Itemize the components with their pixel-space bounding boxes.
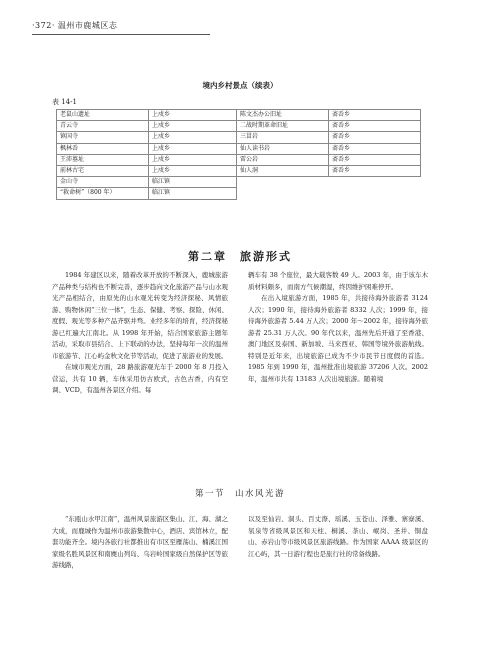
table-cell: 王沛墓址 (57, 154, 149, 165)
table-number: 表 14-1 (52, 98, 77, 106)
table-cell: 临江镇 (149, 188, 237, 199)
table-cell: 枫林岙 (57, 143, 149, 154)
table-cell: 上戍乡 (149, 110, 237, 121)
table-row (57, 121, 421, 132)
chapter-title: 第二章 旅游形式 (188, 250, 292, 263)
table-cell: 前林古宅 (57, 165, 149, 176)
table-cell: 金山寺 (57, 177, 149, 188)
table-cell: 青云寺 (57, 121, 149, 132)
paragraph: 在出入境旅游方面，1985 年，共接待海外旅游者 3124 人次；1990 年，接待海外旅游者 8332 人次；1999 年，接待海外旅游者 5.44 万人次；2000 年～2002 年，接待海外旅游者 25.31 万人次。90 年代以来，温州先后开通了至香港、澳门地区及泰国、新加坡、马来西亚、韩国等境外旅游航线。特别是近年来，出境旅游已成为不少市民节日度假的首选。1985 年到 1990 年，温州批准出境旅游 37206 人次。2002 年，温州市共有 13183 人次出境旅游。随着境 (248, 294, 428, 383)
table-cell: 斋岙乡 (329, 132, 421, 143)
table-cell: 上戍乡 (149, 154, 237, 165)
table-cell: 陈文杰办公旧址 (237, 110, 329, 121)
table-row (57, 177, 421, 188)
table-cell (329, 177, 421, 188)
paragraph: 在城市观光方面，28 路旅游观光车于 2000 年 8 月投入营运，共有 10 辆，车体采用仿古欧式，古色古香，内有空调、VCD，有温州各景区介绍。每 (52, 363, 228, 394)
section-column-left (52, 514, 228, 572)
table-row (57, 132, 421, 143)
table-row (57, 154, 421, 165)
table-cell: 雷公岩 (237, 154, 329, 165)
table-cell: 斋岙乡 (329, 121, 421, 132)
table-cell (237, 188, 329, 199)
section-column-right (248, 514, 428, 560)
table-cell: “救命树”（800 年） (57, 188, 149, 199)
paragraph: “东瓯山水甲江南”，温州风景旅游区集山、江、海、湖之大成，而鹿城作为温州市旅游集散中心，酒店、宾馆林立，配套功能齐全。境内各旅行社都推出有市区至雁荡山、楠溪江国家级名胜风景区和南麂山列岛、乌岩岭国家级自然保护区等旅游线路， (52, 515, 228, 569)
header-rule (32, 34, 210, 35)
table-cell (329, 188, 421, 199)
paragraph: 以及至仙岩、洞头、百丈漈、瑶溪、玉苍山、泽雅、寨寮溪、氡泉等省级风景区和天柱、桐溪、茶山、岷岗、圣井、铜盘山、赤岩山等市级风景区旅游线路。作为国家 AAAA 级景区的江心屿，其一日游行程也是旅行社的常备线路。 (248, 515, 428, 558)
table-cell: 上戍乡 (149, 165, 237, 176)
body-column-right (248, 270, 428, 385)
table-row (57, 143, 421, 154)
table-cell: 老鼠山遗址 (57, 110, 149, 121)
scenic-spots-table (56, 109, 421, 200)
body-column-left (52, 270, 228, 397)
table-cell: 临江镇 (149, 177, 237, 188)
table-cell: 上戍乡 (149, 121, 237, 132)
paragraph: 1984 年建区以来，随着改革开放的不断深入，鹿城旅游产品种类与结构也不断完善，逐步趋向文化旅游产品与山水观光产品相结合，由原先的山水观光转变为经济探秘、风情旅游、购物休闲“三位一体”，生态、保健、考察、探险、休闲、度假、观光等多种产品齐驱并骛。业经多年的培育，经济探秘游已红遍大江南北。从 1998 年开始，结合国家旅游主题年活动，采取市县结合、上下联动的办法，坚持每年一次的温州市旅游节、江心屿金秋文化节等活动，促进了旅游业的发展。 (52, 271, 228, 360)
table-cell: 斋岙乡 (329, 154, 421, 165)
table-cell: 上戍乡 (149, 132, 237, 143)
table-cell: 仙人读书岩 (237, 143, 329, 154)
table-title: 境内乡村景点（续表） (202, 81, 278, 90)
section-title: 第一节 山水风光游 (194, 489, 285, 499)
table-cell: 斋岙乡 (329, 110, 421, 121)
table-row (57, 110, 421, 121)
table-row (57, 188, 421, 199)
table-row (57, 165, 421, 176)
table-cell: 斋岙乡 (329, 165, 421, 176)
table-cell: 三冒岩 (237, 132, 329, 143)
table-cell: 上戍乡 (149, 143, 237, 154)
table-cell (237, 177, 329, 188)
page-header: ·372· 温州市鹿城区志 (32, 21, 118, 30)
table-cell: 二战时期革命旧址 (237, 121, 329, 132)
table-cell: 仙人洞 (237, 165, 329, 176)
table-cell: 斋岙乡 (329, 143, 421, 154)
paragraph: 辆车有 38 个座位，最大载客数 49 人。2003 年，由于该车木质材料颇多，而南方气候潮湿，终因维护困难停开。 (248, 271, 428, 291)
table-cell: 镇国寺 (57, 132, 149, 143)
